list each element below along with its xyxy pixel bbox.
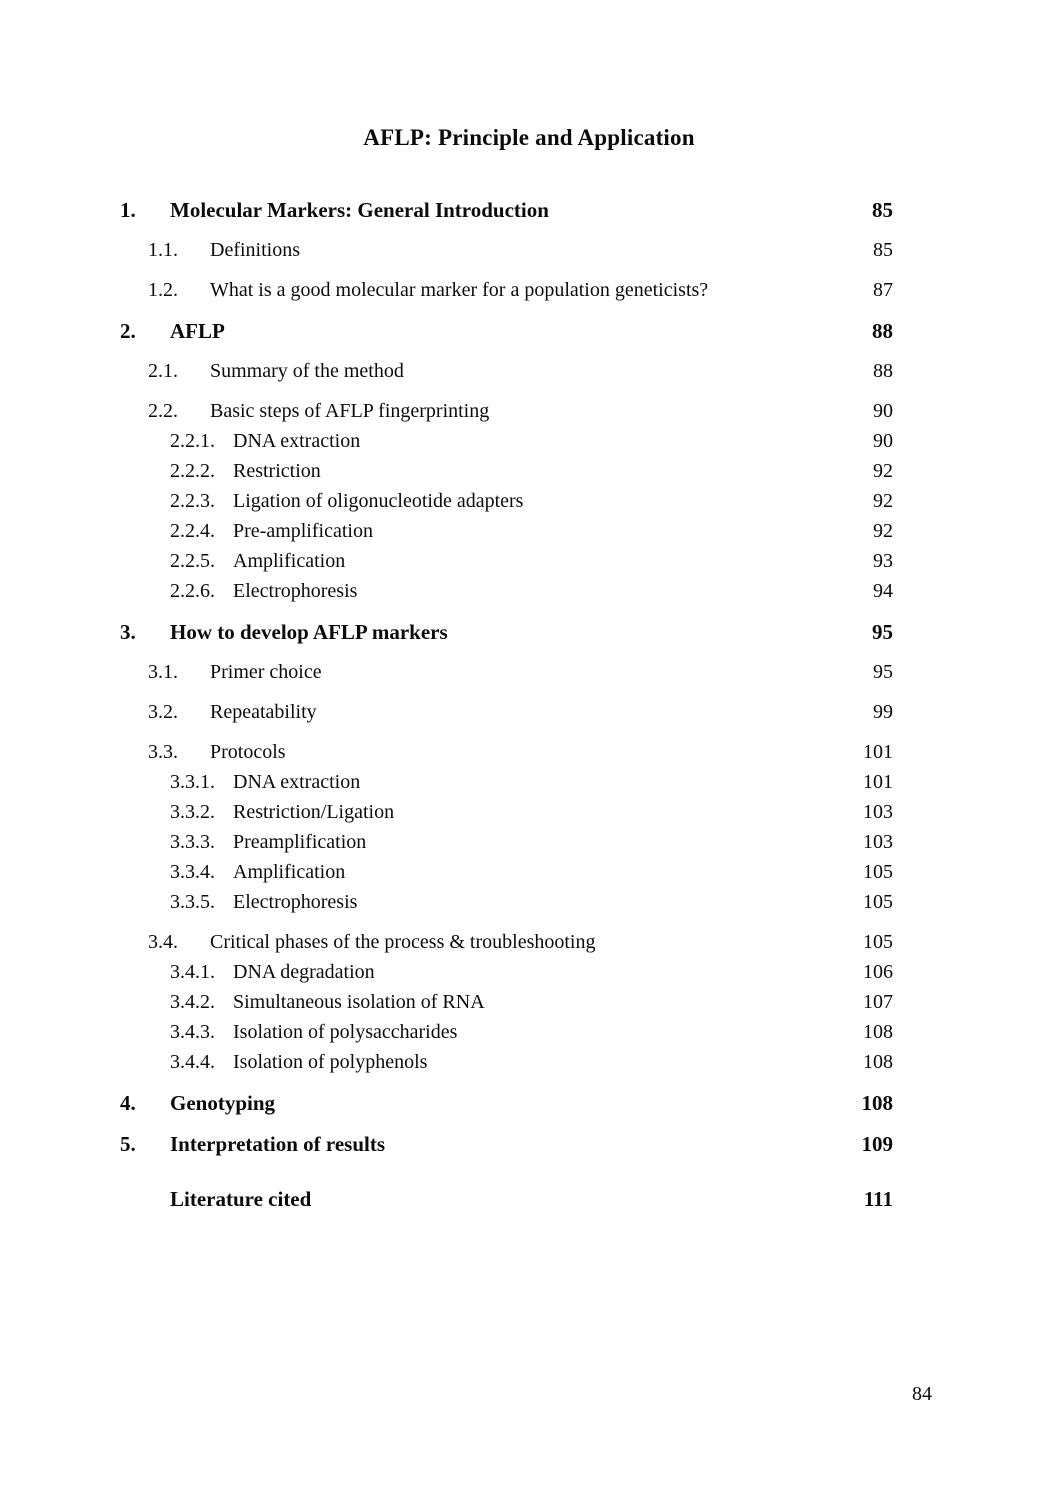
toc-entry-page: 87 bbox=[873, 279, 893, 301]
toc-entry bbox=[120, 657, 893, 687]
toc-entry bbox=[120, 1088, 893, 1118]
toc-entry-number: 3.3.3. bbox=[170, 831, 215, 853]
toc-entry bbox=[120, 356, 893, 386]
toc-entry bbox=[120, 927, 893, 957]
toc-entry-page: 106 bbox=[863, 961, 893, 983]
toc-entry-label: DNA extraction bbox=[233, 771, 361, 793]
toc-entry-page: 105 bbox=[863, 931, 893, 953]
toc-entry bbox=[120, 957, 893, 987]
toc-entry bbox=[120, 987, 893, 1017]
toc-entry bbox=[120, 426, 893, 456]
toc-entry bbox=[120, 767, 893, 797]
toc-entry-page: 108 bbox=[863, 1021, 893, 1043]
toc-entry-number: 3.3.5. bbox=[170, 891, 215, 913]
toc-entry bbox=[120, 516, 893, 546]
toc-entry-number: 3.3.1. bbox=[170, 771, 215, 793]
toc-entry-page: 85 bbox=[873, 239, 893, 261]
toc-entry-page: 94 bbox=[873, 580, 893, 602]
toc-entry-page: 99 bbox=[873, 701, 893, 723]
toc-entry-page: 90 bbox=[873, 400, 893, 422]
toc-entry-page: 101 bbox=[863, 771, 893, 793]
toc-entry-number: 3. bbox=[120, 620, 136, 644]
toc-entry-label: Preamplification bbox=[233, 831, 367, 853]
toc-entry-page: 88 bbox=[873, 360, 893, 382]
toc-entry-label: Critical phases of the process & troubleshooting bbox=[210, 931, 596, 953]
toc-entry-page: 95 bbox=[873, 661, 893, 683]
toc-entry-number: 2.2.2. bbox=[170, 460, 215, 482]
toc-entry-page: 88 bbox=[872, 319, 893, 343]
toc-entry-label: Amplification bbox=[233, 861, 346, 883]
toc-entry bbox=[120, 316, 893, 346]
toc-entry-label: Restriction bbox=[233, 460, 321, 482]
toc-entry-label: Definitions bbox=[210, 239, 300, 261]
page-number: 84 bbox=[912, 1383, 932, 1405]
toc-entry bbox=[120, 546, 893, 576]
toc-entry-number: 2.2.3. bbox=[170, 490, 215, 512]
toc-entry bbox=[120, 235, 893, 265]
toc-entry-label: Isolation of polysaccharides bbox=[233, 1021, 458, 1043]
toc-entry-number: 3.3.2. bbox=[170, 801, 215, 823]
toc-entry bbox=[120, 396, 893, 426]
toc-entry-number: 5. bbox=[120, 1132, 136, 1156]
toc-entry-page: 93 bbox=[873, 550, 893, 572]
toc-entry-page: 101 bbox=[863, 741, 893, 763]
toc-entry bbox=[120, 1017, 893, 1047]
toc-entry bbox=[120, 195, 893, 225]
toc-entry-page: 92 bbox=[873, 520, 893, 542]
toc-entry-label: Amplification bbox=[233, 550, 346, 572]
toc-entry-label: What is a good molecular marker for a population geneticists? bbox=[210, 279, 709, 301]
toc-entry-label: DNA degradation bbox=[233, 961, 375, 983]
toc-entry-number: 3.4.4. bbox=[170, 1051, 215, 1073]
toc-entry-number: 2.2.1. bbox=[170, 430, 215, 452]
toc-entry-label: Simultaneous isolation of RNA bbox=[233, 991, 485, 1013]
toc-entry-label: Electrophoresis bbox=[233, 891, 358, 913]
toc-entry-label: Restriction/Ligation bbox=[233, 801, 395, 823]
toc-entry-page: 85 bbox=[872, 198, 893, 222]
toc-entry-number: 2.2. bbox=[148, 400, 178, 422]
toc-entry-label: Electrophoresis bbox=[233, 580, 358, 602]
toc-entry-number: 3.4. bbox=[148, 931, 178, 953]
toc-entry-number: 1.2. bbox=[148, 279, 178, 301]
toc-entry-number: 3.4.1. bbox=[170, 961, 215, 983]
toc-entry bbox=[120, 697, 893, 727]
toc-entry-number: 3.4.3. bbox=[170, 1021, 215, 1043]
toc-entry bbox=[120, 887, 893, 917]
toc-entry-page: 109 bbox=[861, 1132, 893, 1156]
toc-entry-number: 2.2.5. bbox=[170, 550, 215, 572]
toc-entry bbox=[120, 576, 893, 606]
toc-entry-label: Genotyping bbox=[170, 1091, 276, 1115]
toc-entry-page: 95 bbox=[872, 620, 893, 644]
toc-entry-number: 2. bbox=[120, 319, 136, 343]
toc-entry-page: 90 bbox=[873, 430, 893, 452]
toc-entry-page: 105 bbox=[863, 861, 893, 883]
toc-entry bbox=[120, 617, 893, 647]
toc-entry-number: 2.2.6. bbox=[170, 580, 215, 602]
toc-entry-number: 3.2. bbox=[148, 701, 178, 723]
toc-entry bbox=[120, 827, 893, 857]
toc-entry-number: 3.3. bbox=[148, 741, 178, 763]
toc-entry bbox=[120, 486, 893, 516]
toc-entry-label: Repeatability bbox=[210, 701, 317, 723]
toc-entry-label: Isolation of polyphenols bbox=[233, 1051, 428, 1073]
toc-entry bbox=[120, 1129, 893, 1159]
toc-entry-label: Interpretation of results bbox=[170, 1132, 386, 1156]
toc-entry-number: 2.2.4. bbox=[170, 520, 215, 542]
toc-entry-page: 108 bbox=[863, 1051, 893, 1073]
toc-entry-page: 92 bbox=[873, 460, 893, 482]
toc-entry-number: 3.1. bbox=[148, 661, 178, 683]
toc-entry-label: Literature cited bbox=[170, 1187, 312, 1211]
toc-entry-number: 2.1. bbox=[148, 360, 178, 382]
toc-entry-label: AFLP bbox=[170, 319, 225, 343]
toc-entry bbox=[120, 797, 893, 827]
toc-entry bbox=[120, 1184, 893, 1214]
toc-entry-label: Ligation of oligonucleotide adapters bbox=[233, 490, 524, 512]
toc-entry bbox=[120, 857, 893, 887]
toc-entry-label: Primer choice bbox=[210, 661, 322, 683]
toc-entry-number: 4. bbox=[120, 1091, 136, 1115]
toc-entry bbox=[120, 1047, 893, 1077]
toc-entry-page: 111 bbox=[863, 1187, 893, 1211]
toc-entry bbox=[120, 456, 893, 486]
table-of-contents bbox=[120, 153, 893, 1214]
toc-entry-label: Protocols bbox=[210, 741, 286, 763]
toc-entry-page: 108 bbox=[861, 1091, 893, 1115]
toc-entry-number: 1. bbox=[120, 198, 136, 222]
toc-entry bbox=[120, 275, 893, 305]
toc-entry-page: 103 bbox=[863, 801, 893, 823]
page-title: AFLP: Principle and Application bbox=[363, 125, 695, 150]
toc-entry-page: 103 bbox=[863, 831, 893, 853]
toc-entry-page: 107 bbox=[863, 991, 893, 1013]
toc-entry-number: 1.1. bbox=[148, 239, 178, 261]
toc-entry-label: DNA extraction bbox=[233, 430, 361, 452]
toc-entry-label: Molecular Markers: General Introduction bbox=[170, 198, 549, 222]
toc-entry-label: Summary of the method bbox=[210, 360, 404, 382]
toc-entry-label: Pre-amplification bbox=[233, 520, 373, 542]
toc-entry-page: 92 bbox=[873, 490, 893, 512]
toc-entry-number: 3.4.2. bbox=[170, 991, 215, 1013]
toc-entry-page: 105 bbox=[863, 891, 893, 913]
toc-entry bbox=[120, 737, 893, 767]
toc-entry-label: How to develop AFLP markers bbox=[170, 620, 448, 644]
toc-entry-number: 3.3.4. bbox=[170, 861, 215, 883]
toc-entry-label: Basic steps of AFLP fingerprinting bbox=[210, 400, 490, 422]
